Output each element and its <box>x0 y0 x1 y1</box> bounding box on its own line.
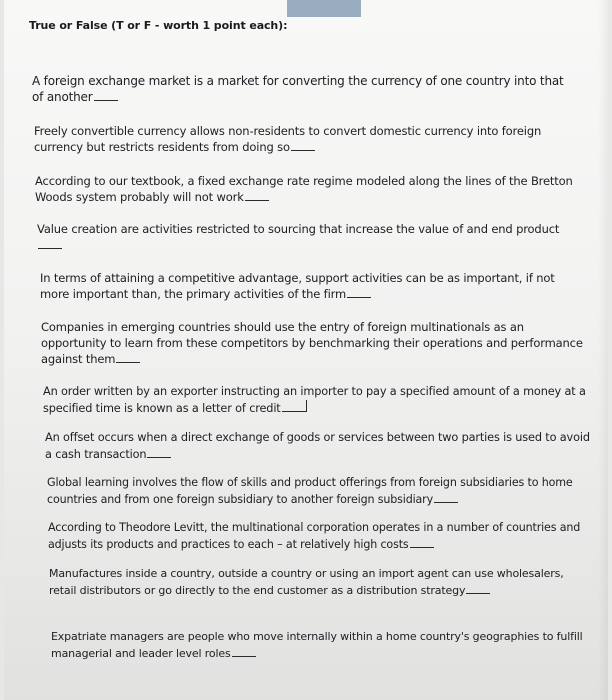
section-heading: True or False (T or F - worth 1 point each): <box>29 19 288 32</box>
answer-blank[interactable] <box>291 139 315 151</box>
question-text: Value creation are activities restricted to sourcing that increase the value of and end product <box>37 222 560 236</box>
answer-blank[interactable] <box>38 237 62 249</box>
question-5 <box>40 270 585 302</box>
question-text: An offset occurs when a direct exchange of goods or services between two parties is used to avoid a cash transaction <box>45 431 590 461</box>
question-text: According to our textbook, a fixed exchange rate regime modeled along the lines of the Bretton Woods system probably will not work <box>35 174 573 204</box>
question-4 <box>37 221 582 253</box>
question-text: A foreign exchange market is a market for converting the currency of one country into that of another <box>32 74 564 104</box>
answer-blank[interactable] <box>94 89 118 101</box>
answer-blank[interactable] <box>147 446 171 458</box>
question-text: Manufactures inside a country, outside a country or using an import agent can use wholesalers, retail distributors or go directly to the end customer as a distribution strategy <box>49 567 564 597</box>
question-3 <box>35 173 580 205</box>
question-text: Companies in emerging countries should use the entry of foreign multinationals as an opportunity to learn from these competitors by benchmarking their operations and performance against them <box>41 320 583 366</box>
answer-blank[interactable] <box>245 189 269 201</box>
question-9 <box>47 475 592 508</box>
question-text: An order written by an exporter instructing an importer to pay a specified amount of a money at a specified time is known as a letter of credit <box>43 385 586 415</box>
answer-blank[interactable] <box>466 582 490 594</box>
question-7 <box>43 384 588 417</box>
question-11 <box>49 566 594 599</box>
question-2 <box>34 123 579 155</box>
question-text: According to Theodore Levitt, the multinational corporation operates in a number of countries and adjusts its products and practices to each – at relatively high costs <box>48 521 581 551</box>
question-10 <box>48 520 593 553</box>
question-text: Global learning involves the flow of skills and product offerings from foreign subsidiaries to home countries and from one foreign subsidiary to another foreign subsidiary <box>47 476 573 506</box>
answer-blank[interactable] <box>410 536 434 548</box>
question-12 <box>51 629 596 662</box>
answer-blank[interactable] <box>434 491 458 503</box>
answer-blank[interactable] <box>282 400 307 412</box>
question-6 <box>41 319 586 367</box>
question-8 <box>45 430 590 463</box>
question-text: Freely convertible currency allows non-residents to convert domestic currency into foreign currency but restricts residents from doing so <box>34 124 542 154</box>
question-1 <box>32 73 577 105</box>
answer-blank[interactable] <box>232 645 256 657</box>
scan-shadow <box>598 0 608 700</box>
answer-blank[interactable] <box>347 286 371 298</box>
question-text: Expatriate managers are people who move internally within a home country's geographies to fulfill managerial and leader level roles <box>51 630 583 660</box>
answer-blank[interactable] <box>116 351 140 363</box>
question-text: In terms of attaining a competitive advantage, support activities can be as important, if not more important than, the primary activities of the firm <box>40 271 555 301</box>
top-tab-marker <box>287 0 361 17</box>
